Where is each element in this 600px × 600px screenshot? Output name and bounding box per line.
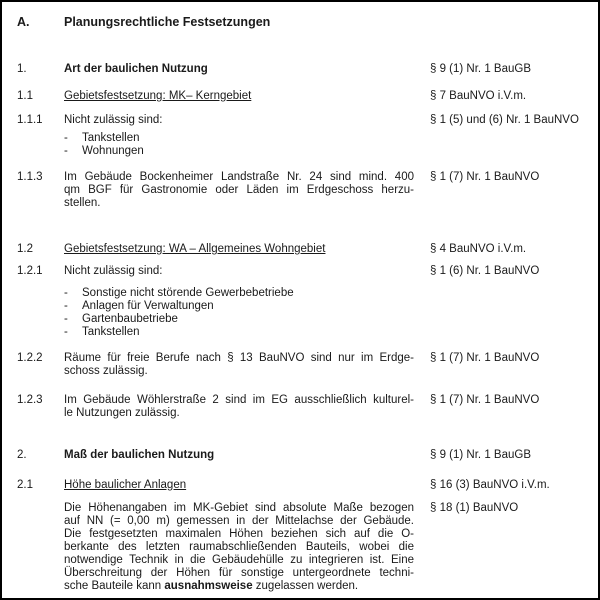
section-text: Höhe baulicher Anlagen bbox=[64, 479, 187, 491]
section-text: Gebietsfestsetzung: MK– Kerngebiet bbox=[64, 90, 252, 102]
section-number: 1.1.3 bbox=[17, 171, 43, 183]
bullet-dash: - bbox=[64, 287, 68, 299]
legal-reference: § 1 (7) Nr. 1 BauNVO bbox=[430, 171, 540, 183]
legal-reference: § 1 (7) Nr. 1 BauNVO bbox=[430, 352, 540, 364]
paragraph-line: berkante des letzten raumabschließenden Bauteils, wobei die bbox=[64, 541, 414, 553]
section-number: 1.2.2 bbox=[17, 352, 43, 364]
bullet-text: Tankstellen bbox=[82, 132, 140, 144]
paragraph-line: Überschreitung der Höhen für sonstige untergeordnete techni- bbox=[64, 567, 414, 579]
paragraph-line: schoss zulässig. bbox=[64, 365, 148, 377]
section-row bbox=[17, 449, 590, 462]
paragraph-line: Im Gebäude Bockenheimer Landstraße Nr. 24 sind mind. 400 bbox=[64, 171, 414, 183]
section-row bbox=[17, 502, 590, 593]
bullet-text: Anlagen für Verwaltungen bbox=[82, 300, 214, 312]
bullet-dash: - bbox=[64, 300, 68, 312]
section-row bbox=[17, 243, 590, 256]
bullet-dash: - bbox=[64, 313, 68, 325]
legal-reference: § 1 (5) und (6) Nr. 1 BauNVO bbox=[430, 114, 579, 126]
bullet-item bbox=[64, 287, 414, 300]
bullet-dash: - bbox=[64, 326, 68, 338]
bullet-text: Sonstige nicht störende Gewerbebetriebe bbox=[82, 287, 294, 299]
paragraph-line: Die Höhenangaben im MK-Gebiet sind absolute Maße bezogen bbox=[64, 502, 414, 514]
paragraph-line bbox=[64, 580, 414, 593]
section-number: 1.2 bbox=[17, 243, 33, 255]
bullet-list bbox=[64, 132, 414, 158]
section-text bbox=[64, 352, 414, 378]
paragraph-line: qm BGF für Gastronomie oder Läden im Erdgeschoss herzu- bbox=[64, 184, 414, 196]
document-title-row bbox=[17, 16, 590, 29]
text-segment: sche Bauteile kann bbox=[64, 580, 165, 592]
section-text bbox=[64, 171, 414, 210]
section-text: Gebietsfestsetzung: WA – Allgemeines Wohngebiet bbox=[64, 243, 326, 255]
bullet-item bbox=[64, 313, 414, 326]
paragraph-line: auf NN (= 0,00 m) gemessen in der Mittelachse der Gebäude. bbox=[64, 515, 414, 527]
legal-reference: § 4 BauNVO i.V.m. bbox=[430, 243, 527, 255]
section-row bbox=[17, 114, 590, 127]
paragraph-line: Im Gebäude Wöhlerstraße 2 sind im EG ausschließlich kulturel- bbox=[64, 394, 414, 406]
section-text: Maß der baulichen Nutzung bbox=[64, 449, 215, 461]
section-number: 1.1.1 bbox=[17, 114, 43, 126]
section-text bbox=[64, 394, 414, 420]
bullet-text: Gartenbaubetriebe bbox=[82, 313, 178, 325]
section-number: 1.2.1 bbox=[17, 265, 43, 277]
section-text: Nicht zulässig sind: bbox=[64, 265, 163, 277]
legal-reference: § 16 (3) BauNVO i.V.m. bbox=[430, 479, 550, 491]
document-title-number: A. bbox=[17, 15, 30, 29]
paragraph-line: notwendige Technik in die Gebäudehülle zu integrieren ist. Eine bbox=[64, 554, 414, 566]
bullet-list-row bbox=[17, 287, 590, 339]
paragraph-line: le Nutzungen zulässig. bbox=[64, 407, 180, 419]
section-number: 2. bbox=[17, 449, 27, 461]
legal-reference: § 1 (7) Nr. 1 BauNVO bbox=[430, 394, 540, 406]
bullet-list bbox=[64, 287, 414, 339]
bullet-list-row bbox=[17, 132, 590, 158]
document-title: Planungsrechtliche Festsetzungen bbox=[64, 15, 271, 29]
section-row bbox=[17, 265, 590, 278]
section-number: 1.2.3 bbox=[17, 394, 43, 406]
section-text: Nicht zulässig sind: bbox=[64, 114, 163, 126]
section-text bbox=[64, 502, 414, 593]
bullet-dash: - bbox=[64, 145, 68, 157]
section-number: 2.1 bbox=[17, 479, 33, 491]
paragraph-line: stellen. bbox=[64, 197, 101, 209]
section-number: 1.1 bbox=[17, 90, 33, 102]
section-text: Art der baulichen Nutzung bbox=[64, 63, 208, 75]
section-row bbox=[17, 171, 590, 210]
legal-reference: § 9 (1) Nr. 1 BauGB bbox=[430, 449, 531, 461]
document-body bbox=[17, 63, 590, 593]
paragraph-line: Räume für freie Berufe nach § 13 BauNVO sind nur im Erdge- bbox=[64, 352, 414, 364]
section-row bbox=[17, 394, 590, 420]
legal-reference: § 7 BauNVO i.V.m. bbox=[430, 90, 527, 102]
section-row bbox=[17, 90, 590, 103]
bullet-item bbox=[64, 145, 414, 158]
legal-reference: § 9 (1) Nr. 1 BauGB bbox=[430, 63, 531, 75]
bullet-text: Wohnungen bbox=[82, 145, 144, 157]
legal-reference: § 18 (1) BauNVO bbox=[430, 502, 519, 514]
bullet-item bbox=[64, 326, 414, 339]
section-row bbox=[17, 352, 590, 378]
section-row bbox=[17, 63, 590, 76]
emphasized-text: ausnahmsweise bbox=[164, 580, 253, 592]
paragraph-line: Die festgesetzten maximalen Höhen beziehen sich auf die O- bbox=[64, 528, 414, 540]
bullet-dash: - bbox=[64, 132, 68, 144]
bullet-item bbox=[64, 300, 414, 313]
bullet-item bbox=[64, 132, 414, 145]
legal-reference: § 1 (6) Nr. 1 BauNVO bbox=[430, 265, 540, 277]
section-number: 1. bbox=[17, 63, 27, 75]
section-row bbox=[17, 479, 590, 492]
text-segment: zugelassen werden. bbox=[252, 580, 359, 592]
bullet-text: Tankstellen bbox=[82, 326, 140, 338]
